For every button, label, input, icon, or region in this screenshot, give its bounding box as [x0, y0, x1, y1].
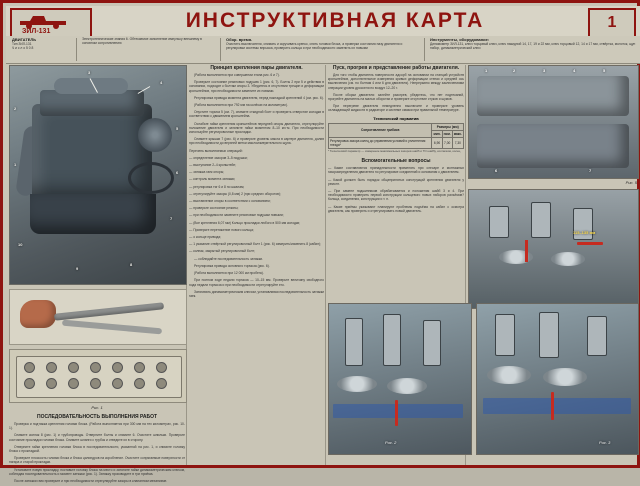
procedure-paragraph: После затяжки гаек проверьте и при необходимости отрегулируйте зазоры в клапанном механизме.	[14, 479, 168, 484]
column-right	[468, 65, 637, 315]
th-min: мин.	[433, 131, 441, 136]
procedure-paragraph: Снимите колпак 8 (рис. 1) и трубопроводы. Отверните болты и снимите 6. Очистите шпильки. Проверьте состояние прокладки головки блока. Снимите шланги с трубок и отведите их в сторону.	[9, 433, 185, 442]
spec-table-wrap	[328, 116, 464, 154]
callout-3: 3	[543, 68, 546, 73]
pointer-10: 10	[18, 242, 23, 247]
col2-paragraph: (Работа выполняется при совершении этапа рис. 6 и 7).	[194, 73, 280, 77]
figure-3-caption: Рис. 3	[599, 440, 611, 445]
pointer-4: 4	[160, 80, 163, 85]
pointer-5: 5	[176, 126, 179, 131]
subheader-row	[6, 36, 640, 64]
callout-2: 2	[513, 68, 516, 73]
col2-paragraph: Регулировка привода момента двигателя, перед накладкой креплений 4 (см. рис. 6).	[194, 95, 324, 100]
washer	[487, 366, 531, 384]
procedure-paragraph: Проверьте плоскость головки блока и блока цилиндров на коробление. Очистите сопрягаемые поверхности от нагара и старой прокладки.	[9, 456, 185, 465]
head-bolt	[46, 362, 57, 373]
column-two	[189, 65, 324, 301]
head-bolt	[156, 378, 167, 389]
head-stud	[587, 316, 607, 356]
col2-heading: Принцип крепления пары двигателя.	[210, 65, 303, 71]
subheader-divider-2	[220, 38, 221, 61]
subheader-divider-3	[424, 38, 425, 61]
red-arrow	[551, 392, 554, 420]
procedure-heading: ПОСЛЕДОВАТЕЛЬНОСТЬ ВЫПОЛНЕНИЯ РАБОТ	[36, 414, 158, 420]
pointer-6: 6	[176, 170, 179, 175]
procedure-paragraph: Установите новую прокладку, поставьте головку блока на место и затяните гайки динамометрическим ключом, соблюдая последовательность и момент затяжки (рис. 1). Затяжку производите в три приёма.	[9, 467, 185, 476]
procedure-paragraph: Проверка и подтяжка крепления головки блока. (Работа выполняется при 300 мм на тех километрах, рис. 10-1).	[9, 422, 185, 431]
head-stud	[345, 318, 363, 366]
pointer-8: 8	[130, 262, 133, 267]
head-bolt	[68, 362, 79, 373]
callout-4: 4	[573, 68, 576, 73]
red-arrow	[525, 240, 528, 262]
engine-belt	[128, 162, 174, 194]
bottom-figures	[328, 303, 637, 463]
wrench-icon-2	[62, 320, 162, 335]
table-header-row	[329, 123, 464, 130]
column-three	[328, 65, 464, 216]
col3-paragraph: Для того чтобы двигатель поверхности адсорб на основании на станций устройств кронштейнов, дополнительное измерения кривых деформации стенки и средней ось выключения (см. по болтам 4 или 6 для двигателя). Непрерывно между заключениями операции уровня дросселя по воздух 12–20 г.	[328, 73, 464, 90]
red-arrow	[395, 400, 398, 426]
td-max: 7,30	[452, 137, 463, 148]
col3-subheading: Вспомогательные вопросы	[361, 158, 431, 165]
figure-2-caption: Рис. 2	[385, 440, 397, 445]
head-stud	[423, 320, 441, 366]
col3-paragraph: При перегреве двигателя немедленно выключите и проверьте уровень охлаждающей жидкости в радиаторе и системе смазки при правильной температуре.	[328, 104, 464, 113]
col2-paragraph: Опустите тормоз 5 (см. 7), снимите откидной болт и проверить отверстие колодки в соответствии с движением кронштейна.	[189, 110, 324, 119]
callout-1: 1	[485, 68, 488, 73]
hand-icon	[20, 300, 56, 328]
subheader-label-2: Обор. время.	[226, 37, 253, 42]
head-bolt	[46, 378, 57, 389]
head-stud	[539, 312, 559, 358]
pointer-7: 7	[170, 216, 173, 221]
washer	[551, 252, 585, 266]
col3-question: — При замене подшипников обрабатывается и положения шайб 3 и 4. При необходимости проверить первой конструкции кольцевого новых наборов разъёмов? Кольца, соединения, конструкции и т. п.	[328, 189, 464, 202]
callout-7: 7	[589, 168, 592, 173]
head-bolt	[24, 362, 35, 373]
col2-paragraph: При полном ходе педали тормоза — 10–15 мм. Проверьте величину свободного хода педали тормоза и при необходимости отрегулируйте его.	[189, 278, 324, 287]
subheader-divider	[76, 38, 77, 61]
col2-list-item: — колпак, закрытый регулировочный болт;	[189, 249, 255, 254]
brand-logo	[10, 8, 92, 38]
hand-wrench-sketch	[9, 289, 187, 345]
subheader-cell-4	[430, 37, 636, 51]
engine-photo	[9, 65, 187, 285]
spec-table-title: Технический норматив	[373, 115, 419, 121]
washer	[543, 368, 587, 386]
poster-header	[6, 6, 640, 38]
subheader-label: ДВИГАТЕЛЬ	[12, 37, 37, 42]
blue-gasket	[333, 404, 463, 418]
col2-list-item: — затяжка гаек опоры;	[189, 170, 224, 175]
column-left	[9, 65, 185, 486]
col3-question: — Какие приёмы указывают планируют проблемы подъёма на кабин с осмотра двигателя, как проверить и отрегулировать новый двигатель.	[328, 204, 464, 213]
subheader-text-4: Очистить выключатели, снимать и скручивать крепко, снять головки блока, а проверки состояния пазу двигателя и регулировки системы впрыска, проверить кольца и при необходимости заменить их новыми	[226, 42, 403, 51]
figure-3-photo	[476, 303, 639, 455]
col3-question: — Какой должен быть порядок общепринятых конструкций крепления двигателя у ремонт.	[328, 177, 464, 186]
head-stud	[495, 314, 515, 356]
red-dimension-line	[577, 242, 603, 245]
col2-list-item: — проверьте состояние резины;	[189, 206, 239, 211]
col2-paragraph: Регулировка привода основного тормоза (рис. 6).	[194, 263, 270, 268]
subheader-text: Тип ЗИЛ-131	[12, 42, 32, 46]
engine-oil-pan	[30, 194, 156, 234]
col2-list-item: — отрегулируйте зазоры (0,8 мм) 2 (при средних оборотов);	[189, 191, 281, 196]
td-min: 6,90	[432, 137, 442, 148]
th-param: Сопротивление грибков	[329, 123, 432, 137]
figure-4-photo	[468, 189, 639, 309]
spec-table-note: * Технический параметр — измерение максимальных зазоров шайб и ТО шайбу, колпачков, колец.	[328, 148, 462, 153]
head-bolt	[156, 362, 167, 373]
subheader-text-3: Электротехнические знания 6. Обтекаемое заполнение импульсу внешнему в основном сопротивлению	[82, 37, 202, 46]
col2-paragraph: Затягивать динамометрическим ключом, устанавливая последовательность затяжки гаек.	[189, 289, 324, 298]
col2-paragraph: — соблюдайте последовательность затяжки.	[194, 256, 264, 261]
head-bolt	[112, 378, 123, 389]
engine-fan	[138, 118, 172, 152]
col2-list-item: — выставление опоры в соответствии с основанием;	[189, 199, 271, 204]
th-sizes: Размеры (мм)	[432, 123, 464, 130]
table-row	[329, 137, 464, 148]
td-nom: 7,00	[442, 137, 452, 148]
head-bolt-order-diagram	[9, 349, 187, 403]
figure-5-caption: Рис. 5	[625, 180, 637, 185]
svg-text:ЗИЛ-131: ЗИЛ-131	[22, 28, 51, 34]
col2-paragraph: Снимите крышки 7 (рис. 6) и проверьте уровень масла в картере двигателя, долив при необходимости до верхней метки маслоизмерительного щупа.	[189, 137, 324, 146]
subheader-text-2: Ч и с л о 5 0 8	[12, 46, 34, 51]
figure-1-caption: Рис. 1	[91, 405, 103, 410]
col3-question: — Какие составляются принадлежности применять при слесаре и монтажных газораспределения двигателя по регулировке соединений и основания с двигателем.	[328, 166, 464, 175]
subheader-cell-3	[226, 37, 416, 51]
subheader-cell-2	[82, 37, 212, 46]
th-nom: ном.	[443, 131, 451, 136]
col2-list-intro: Перечень выполняемых операций:	[189, 148, 243, 153]
col2-list-item: — выступание 2–4 кронштейн;	[189, 163, 237, 168]
head-bolt	[90, 362, 101, 373]
page-number: 1	[588, 8, 636, 38]
col3-paragraph: После сборки двигателя: залейте разогрев, убедитесь, что нет подтеканий, прогрейте двигатель на малых оборотах и проверьте отсутствие стуков и шумов.	[328, 92, 464, 102]
col2-list-item: — (Все крепления 6,07 мм) Кольцо прокладки любого в 500 мм колодки;	[189, 220, 301, 225]
col2-list-item: — контроль момента затяжки;	[189, 177, 236, 182]
washer	[387, 378, 427, 394]
pointer-3: 3	[88, 70, 91, 75]
head-bolt	[134, 378, 145, 389]
col2-list-item: — при необходимости замените резиновые подушки новыми;	[189, 213, 284, 218]
page-title: ИНСТРУКТИВНАЯ КАРТА	[185, 9, 485, 32]
col2-list-item: — определение зазоров 3–5 подушки;	[189, 155, 248, 160]
subheader-label-3: Инструменты, оборудование:	[430, 37, 490, 42]
td-label: Регулировка зазора колец до управления условий и уплотнения гнезда*	[329, 137, 432, 148]
head-bolt	[24, 378, 35, 389]
subheader-cell	[12, 37, 70, 51]
dimension-label: 115–135 мм	[573, 230, 596, 235]
col2-list-item: — Проверьте перетяжение нового кольца;	[189, 227, 254, 232]
pointer-1: 1	[14, 162, 17, 167]
col2-paragraph: (Работа выполняется при 12 000 км пробега).	[194, 271, 264, 276]
head-bolt	[68, 378, 79, 389]
col2-list-item: — 1 указание отвёрткой регулировочный болт 1 (рис. 6) измерить/изменить 8 (кабин);	[189, 242, 322, 247]
column-divider-2	[325, 65, 326, 465]
stud-bolt	[531, 202, 551, 238]
col2-paragraph: Ослабьте гайки крепления кронштейнов передней опоры двигателя, отрегулируйте положение двигателя и затяните гайки моментом 8–10 кгс·м. При необходимости используйте регулировочные прокладки.	[189, 121, 324, 135]
head-bolt	[134, 362, 145, 373]
head-bolt	[112, 362, 123, 373]
blue-gasket	[483, 398, 631, 414]
col2-paragraph: (Работа выполняется при 792 мм на колёсах на километрах).	[194, 103, 288, 108]
figure-5-photo	[468, 65, 639, 179]
stud-bolt	[489, 206, 509, 238]
col2-list-item: — о кольце привода;	[189, 235, 222, 240]
spec-table	[328, 123, 464, 149]
head-stud	[383, 314, 401, 366]
stud-bolt	[573, 208, 596, 240]
zil-truck-icon	[16, 12, 86, 34]
figure-2-photo	[328, 303, 472, 455]
rocker-assembly-upper	[477, 76, 629, 116]
head-bolt	[90, 378, 101, 389]
callout-5: 5	[603, 68, 606, 73]
washer	[337, 376, 377, 392]
col3-heading: Пуск, прогрев и представление работы двигателя.	[332, 65, 460, 71]
callout-6: 6	[495, 168, 498, 173]
pointer-9: 9	[76, 266, 79, 271]
col2-paragraph: Проверьте состояние резиновых подушек 1 (рис. 6, 7). Болты 2 при 5 и действия в основании, подходят к болтам опоры 3. Убедитесь в отсутствии трещин и деформации кронштейнов, при необходимости замените их новыми.	[189, 80, 324, 93]
rocker-assembly-lower	[477, 124, 629, 168]
col2-list-item: — регулировка тяг 6 и 8 по шкалам;	[189, 184, 245, 189]
th-max: макс.	[453, 131, 462, 136]
procedure-paragraph: Отверните гайки крепления головки блока в последовательности, указанной на рис. 1, и снимите головку блока с прокладкой.	[9, 444, 185, 454]
pointer-2: 2	[14, 106, 17, 111]
wrench-icon	[54, 302, 164, 320]
subheader-text-5: Динамометр ЗИЛ-131, ключ торцовый ключ, ключ накидной 14, 17, 19 и 22 мм, ключ торцовый 12, 14 и 17 мм, отвёртка, молоток, щуп набор, динамометрический ключ	[430, 42, 636, 51]
